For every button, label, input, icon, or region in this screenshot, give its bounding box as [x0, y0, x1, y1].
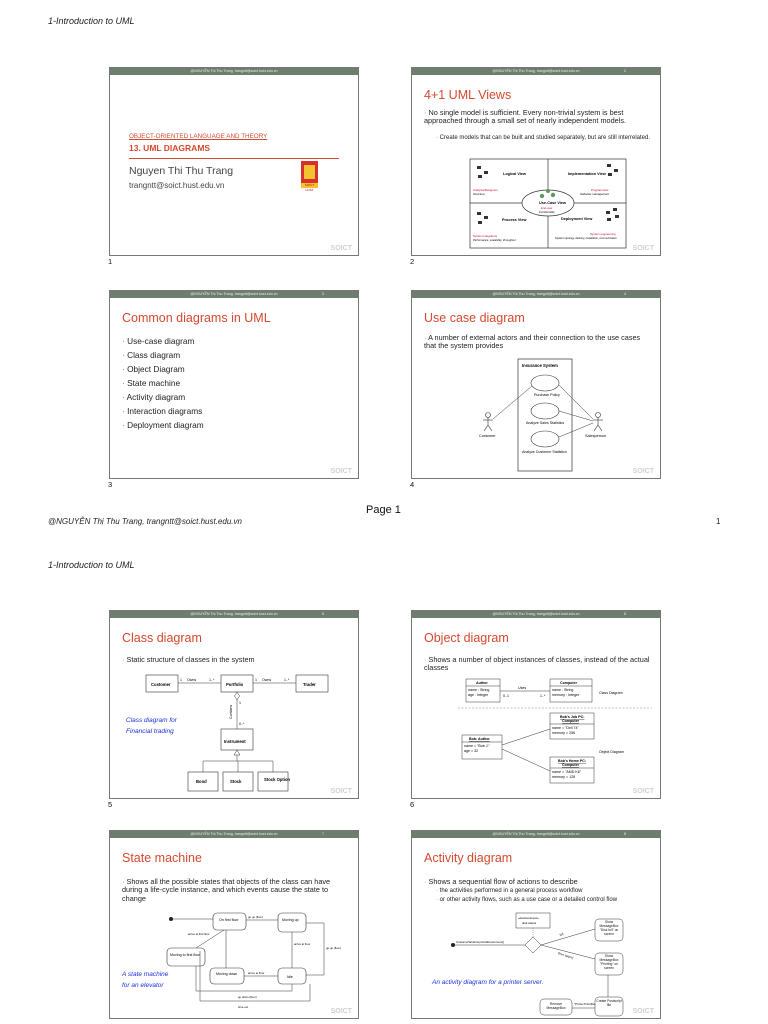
mult-5: 1 [239, 701, 241, 705]
slide-4[interactable] [411, 290, 661, 479]
slide-watermark: SOICT [330, 788, 352, 795]
event: go up (floor) [248, 915, 264, 919]
action-remove-box: Remove MessageBox [546, 1002, 566, 1010]
salesperson-actor-icon [593, 413, 603, 432]
slide-number: 1 [108, 257, 113, 266]
slide-title: Use case diagram [424, 311, 525, 325]
diagram-caption: Class diagram for Financial trading [126, 717, 177, 735]
slide-title: Common diagrams in UML [122, 311, 271, 325]
decision-note: «decisioninput» [518, 916, 539, 920]
integrators-sub: Performance, scalability, throughput [473, 239, 516, 242]
slide-title: Activity diagram [424, 851, 513, 865]
home-pc-attr: memory = 128 [552, 775, 576, 779]
state-moving-down: Moving down [216, 972, 238, 976]
class-stock: Stock [230, 779, 242, 784]
slide-title: Class diagram [122, 631, 202, 645]
mult-2: 1..* [209, 678, 215, 682]
slide-number: 5 [108, 800, 113, 809]
actor-salesperson-label: Salesperson [585, 434, 607, 438]
assoc-uses: Uses [518, 686, 527, 690]
slide-page-number: 7 [322, 832, 324, 836]
deployment-view-label: Deployment View [561, 217, 593, 221]
author-class: Author [476, 681, 488, 685]
slide-watermark: SOICT [330, 1008, 352, 1015]
footer-page-number: 1 [716, 517, 721, 526]
slide-page-number: 8 [624, 832, 626, 836]
bullet: · Static structure of classes in the system [122, 655, 255, 664]
bullet: · No single model is sufficient. Every non-trivial system is best approached through a small set of nearly independent models. [424, 108, 627, 126]
bob-attr: name = "Bob J." [464, 744, 490, 748]
slide-header-bar [412, 68, 660, 75]
list-item: · Deployment diagram [122, 420, 204, 430]
engineering-sub: System topology, delivery, installation, communication [555, 237, 617, 240]
computer-attr: name : String [552, 688, 574, 692]
object-diagram [456, 677, 656, 795]
programmers-sub: Software management [580, 192, 610, 196]
bullet: · Shows all the possible states that objects of the class can have during a life-cycle instance, and which events cause the state to change [122, 877, 331, 903]
slide-header-text: @NGUYỄN Thị Thu Trang, trangntt@soict.hust.edu.vn [190, 832, 278, 836]
list-item: · Interaction diagrams [122, 406, 203, 416]
slide-page-number: 4 [624, 292, 626, 296]
computer-class: Computer [560, 681, 577, 685]
slide-3[interactable] [109, 290, 359, 479]
slide-header-text: @NGUYỄN Thị Thu Trang, trangntt@soict.hust.edu.vn [492, 612, 580, 616]
home-pc-object: Bob's Home PC: [558, 759, 587, 763]
event: go up (floor) [326, 946, 342, 950]
usecase-customer: Analyze Customer Statistics [522, 450, 567, 454]
author-attr: age : Integer [468, 693, 489, 697]
mult-right: 1..* [540, 694, 546, 698]
list-item: · Use-case diagram [122, 336, 195, 346]
state-idle: Idle [287, 975, 293, 979]
job-pc-attr: name = "Dell 74" [552, 726, 579, 730]
bob-attr: age = 32 [464, 749, 479, 753]
action-disk-full: Show MessageBox "Disk full" on screen [599, 920, 619, 936]
diagram-caption: A state machine for an elevator [122, 971, 169, 989]
action-printing: Show MessageBox "Printing" on screen [599, 954, 619, 970]
assoc-owns-2: Owns [262, 678, 272, 682]
slide-header-text: @NGUYỄN Thị Thu Trang, trangntt@soict.hust.edu.vn [190, 292, 278, 296]
slide-number: 2 [410, 257, 415, 266]
integrators-label: System integrators [473, 234, 498, 238]
actor-customer-label: Customer [479, 434, 496, 438]
svg-text:Computer: Computer [562, 719, 579, 723]
sub-bullet: · the activities performed in a general process workflow [436, 888, 583, 894]
sub-bullet: · Create models that can be built and studied separately, but are still interrelated. [436, 135, 651, 141]
class-diagram-label: Class Diagram [599, 691, 623, 695]
class-customer: Customer [151, 682, 171, 687]
slide-number: 4 [410, 480, 415, 489]
mult-6: 0..* [239, 722, 245, 726]
list-item: · Object Diagram [122, 364, 185, 374]
author-attr: name : String [468, 688, 490, 692]
logical-view-label: Logical View [503, 172, 526, 176]
slide-number: 3 [108, 480, 113, 489]
footer-author: @NGUYỄN Thị Thu Trang, trangntt@soict.hust.edu.vn [48, 517, 242, 526]
slide-title: Object diagram [424, 631, 509, 645]
start-call: CustomerWindow.printAllCustomers() [456, 940, 505, 944]
implementation-view-label: Implementation View [568, 172, 606, 176]
event: time-out [238, 1005, 249, 1009]
home-pc-attr: name = "AMD K6" [552, 770, 582, 774]
list-item: · Activity diagram [122, 392, 186, 402]
system-boundary-label: Insurance System [522, 363, 558, 368]
university-logo [301, 161, 318, 192]
state-moving-first: Moving to first floor [170, 953, 201, 957]
slide-watermark: SOICT [632, 245, 654, 252]
list-item: · Class diagram [122, 350, 181, 360]
computer-attr: memory : Integer [552, 693, 580, 697]
slide-number: 6 [410, 800, 415, 809]
bob-object: Bob: Author [469, 737, 490, 741]
class-trader: Trader [303, 682, 316, 687]
use-case-view-label: Use-Case View [539, 201, 566, 205]
slide-header-bar [110, 831, 358, 838]
customer-actor-icon [483, 413, 493, 432]
slide-watermark: SOICT [632, 788, 654, 795]
slide-2[interactable] [411, 67, 661, 256]
mult-1: 1 [180, 678, 182, 682]
slide-header-bar [412, 291, 660, 298]
bullet: · Shows a number of object instances of classes, instead of the actual classes [424, 655, 650, 673]
job-pc-attr: memory = 256 [552, 731, 576, 735]
running-title: 1-Introduction to UML [48, 16, 135, 26]
slide-title: State machine [122, 851, 202, 865]
event: go down (floor) [238, 995, 257, 999]
svg-text:disk status: disk status [522, 921, 537, 925]
slide-header-text: @NGUYỄN Thị Thu Trang, trangntt@soict.hust.edu.vn [492, 832, 580, 836]
slide-header-bar [412, 831, 660, 838]
views-diagram [469, 158, 627, 249]
slide-watermark: SOICT [330, 468, 352, 475]
slide-header-bar [110, 291, 358, 298]
end-user-sub: Functionality [539, 210, 555, 214]
class-bond: Bond [196, 779, 207, 784]
mult-4: 1..* [284, 678, 290, 682]
slide-page-number: 2 [624, 69, 626, 73]
slide-page-number: 5 [322, 612, 324, 616]
state-moving-up: Moving up [282, 918, 299, 922]
mult-left: 0..1 [503, 694, 509, 698]
slide-6[interactable] [411, 610, 661, 799]
slide-watermark: SOICT [632, 468, 654, 475]
author-email: trangntt@soict.hust.edu.vn [129, 181, 225, 190]
slide-page-number: 3 [322, 292, 324, 296]
programmers-label: Programmers [591, 188, 609, 192]
slide-header-bar [110, 68, 358, 75]
event: arrive at floor [248, 971, 265, 975]
mult-3: 1 [255, 678, 257, 682]
running-title: 1-Introduction to UML [48, 560, 135, 570]
course-title: OBJECT-ORIENTED LANGUAGE AND THEORY [129, 133, 268, 140]
state-machine-diagram [166, 911, 356, 1017]
slide-header-text: @NGUYỄN Thị Thu Trang, trangntt@soict.hust.edu.vn [190, 612, 278, 616]
slide-header-bar [110, 611, 358, 618]
slide-8[interactable] [411, 830, 661, 1019]
event: arrive at floor [294, 942, 311, 946]
analysts-label: Analysts/Designers [473, 188, 498, 192]
slide-header-text: @NGUYỄN Thị Thu Trang, trangntt@soict.hust.edu.vn [492, 69, 580, 73]
process-view-label: Process View [502, 218, 527, 222]
slide-header-bar [412, 611, 660, 618]
slide-page-number: 6 [624, 612, 626, 616]
title-divider [129, 158, 339, 159]
class-portfolio: Portfolio [226, 682, 244, 687]
object-diagram-label: Object Diagram [599, 750, 624, 754]
slide-7[interactable] [109, 830, 359, 1019]
guard-full: full [559, 931, 564, 937]
slide-1[interactable] [109, 67, 359, 256]
action-create-file: Create Postscript file [596, 999, 622, 1007]
diagram-caption: An activity diagram for a printer server. [432, 979, 544, 986]
job-pc-object: Bob's Job PC: [560, 715, 585, 719]
slide-watermark: SOICT [330, 245, 352, 252]
use-case-diagram [474, 357, 624, 473]
print-signal: ^Printer.Print(file) [574, 1002, 596, 1006]
slide-header-text: @NGUYỄN Thị Thu Trang, trangntt@soict.hust.edu.vn [492, 292, 580, 296]
lecture-title: 13. UML DIAGRAMS [129, 143, 211, 153]
slide-header-text: @NGUYỄN Thị Thu Trang, trangntt@soict.hust.edu.vn [190, 69, 278, 73]
end-user-label: End-user [541, 206, 553, 210]
event: arrive at first floor [188, 932, 210, 936]
list-item: · State machine [122, 378, 181, 388]
assoc-contains: Contains [229, 704, 233, 719]
guard-free: [free space] [557, 951, 574, 960]
sub-bullet: · or other activity flows, such as a use case or a detailed control flow [436, 897, 618, 903]
logo-caption: SOICT HUST [301, 183, 318, 188]
usecase-purchase: Purchase Policy [534, 393, 560, 397]
usecase-sales: Analyze Sales Statistics [526, 421, 565, 425]
author-name: Nguyen Thi Thu Trang [129, 165, 234, 177]
svg-text:Computer: Computer [562, 763, 579, 767]
bullet: · Shows a sequential flow of actions to describe [424, 877, 578, 886]
class-instrument: Instrument [224, 739, 246, 744]
activity-diagram [450, 911, 658, 1017]
slide-5[interactable] [109, 610, 359, 799]
bullet: · A number of external actors and their connection to the use cases that the system provides [424, 333, 641, 351]
assoc-owns-1: Owns [187, 678, 197, 682]
slide-watermark: SOICT [632, 1008, 654, 1015]
engineering-label: System engineering [590, 232, 616, 236]
page-label: Page 1 [366, 504, 401, 516]
state-first-floor: On first floor [219, 918, 239, 922]
diagram-list [122, 334, 204, 432]
slide-title: 4+1 UML Views [424, 88, 512, 102]
analysts-sub: Structure [473, 192, 485, 196]
class-stock-option: Stock Option [264, 777, 291, 782]
